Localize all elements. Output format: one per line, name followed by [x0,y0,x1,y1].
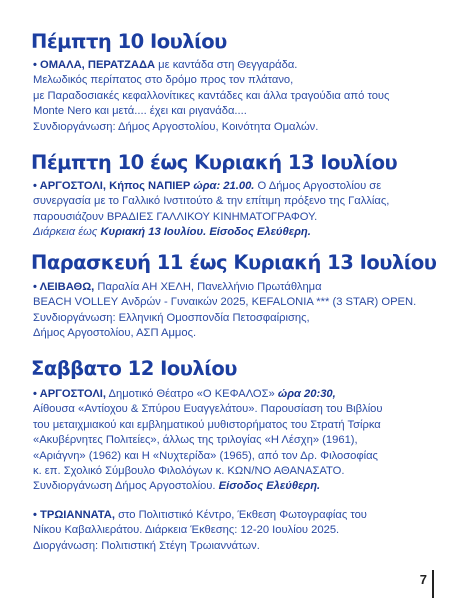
event-line: BEACH VOLLEY Ανδρών - Γυναικών 2025, KEFALONIA *** (3 STAR) OPEN. [33,296,417,309]
event-line: «Αριάγνη» (1962) και Η «Νυχτερίδα» (1965), από τον Δρ. Φιλοσοφίας [33,449,378,462]
event-text: με καντάδα στη Θεγγαράδα. [155,59,298,71]
event-line [33,225,438,240]
event-line: κ. επ. Σχολικό Σύμβουλο Φιλολόγων κ. ΚΩΝ/ΝΟ ΑΘΑΝΑΣΑΤΟ. [33,465,345,478]
event-line: Διοργάνωση: Πολιτιστική Στέγη Τρωιαννάτων. [33,539,260,552]
event-line: παρουσιάζουν ΒΡΑΔΙΕΣ ΓΑΛΛΙΚΟΥ ΚΙΝΗΜΑΤΟΓΡΑΦΟΥ. [33,210,318,223]
event-line [33,508,438,523]
event-text: Ο Δήμος Αργοστολίου σε [254,180,382,192]
event-troiannata-photo-exhibition [33,508,438,554]
bullet: • [33,509,41,521]
event-location: ΛΕΙΒΑΘΩ, [39,281,95,293]
event-location: ΤΡΩΙΑΝΝΑΤΑ, [40,509,115,521]
event-line: Συνδιοργάνωση: Ελληνική Ομοσπονδία Πετοσφαίρισης, [33,311,310,324]
event-omala [33,58,438,135]
event-free-entry: Κυριακή 13 Ιουλίου. Είσοδος Ελεύθερη. [100,226,311,239]
event-livatho-beach-volley [33,280,438,342]
event-location: ΟΜΑΛΑ, ΠΕΡΑΤΖΑΔΑ [40,59,156,71]
event-line: Monte Nero και μετά.... έχει και ριγανάδα.... [33,105,247,118]
event-line [33,58,438,73]
event-location: ΑΡΓΟΣΤΟΛΙ, Κήπος ΝΑΠΙΕΡ [39,180,191,192]
bullet: • [33,388,40,400]
page-number: 7 [419,572,427,587]
bullet: • [33,281,40,293]
event-line [33,179,438,194]
event-time: ώρα 20:30, [277,388,336,400]
event-location: ΑΡΓΟΣΤΟΛΙ, [39,388,107,400]
event-text: Συνδιοργάνωση Δήμος Αργοστολίου. [33,480,219,493]
event-time: ώρα: 21.00. [193,180,255,192]
event-text: στο Πολιτιστικό Κέντρο, Έκθεση Φωτογραφίας του [114,509,367,521]
event-line: Συνδιοργάνωση: Δήμος Αργοστολίου, Κοινότητα Ομαλών. [33,120,319,133]
event-line [33,479,438,494]
event-line: του μεταιχμιακού και εμβληματικού μυθιστορήματος του Στρατή Τσίρκα [33,418,381,431]
page-number-divider [432,570,434,598]
event-free-entry: Είσοδος Ελεύθερη. [218,480,321,493]
event-line [33,387,438,402]
event-line: Μελωδικός περίπατος στο δρόμο προς τον πλάτανο, [33,74,294,87]
event-venue: Δημοτικό Θέατρο «Ο ΚΕΦΑΛΟΣ» [106,388,278,400]
event-line: συνεργασία με το Γαλλικό Ινστιτούτο & την επίτιμη πρόξενο της Γαλλίας, [33,195,390,208]
section-title-friday-to-sunday: Παρασκευή 11 έως Κυριακή 13 Ιουλίου [31,251,437,274]
event-duration: Διάρκεια έως [33,226,101,239]
event-line: με Παραδοσιακές κεφαλλονίτικες καντάδες και άλλα τραγούδια από τους [33,89,390,102]
section-title-saturday-12: Σαββατο 12 Ιουλίου [31,357,237,380]
bullet: • [33,180,40,192]
event-line: Δήμος Αργοστολίου, ΑΣΠ Αμμος. [33,327,197,340]
bullet: • [33,59,41,71]
event-line: Αίθουσα «Αντίοχου & Σπύρου Ευαγγελάτου». Παρουσίαση του Βιβλίου [33,403,383,416]
event-argostoli-napier [33,179,438,241]
event-line: «Ακυβέρνητες Πολιτείες», άλλως της τριλογίας «Η Λέσχη» (1961), [33,434,358,447]
section-title-thursday-10: Πέμπτη 10 Ιουλίου [31,30,227,53]
event-text: Παραλία ΑΗ ΧΕΛΗ, Πανελλήνιο Πρωτάθλημα [94,281,322,293]
event-argostoli-kefalos [33,387,438,495]
section-title-thursday-to-sunday: Πέμπτη 10 έως Κυριακή 13 Ιουλίου [31,151,398,174]
event-line: Νίκου Καβαλλιεράτου. Διάρκεια Έκθεσης: 12-20 Ιουλίου 2025. [33,524,340,537]
event-line [33,280,438,295]
